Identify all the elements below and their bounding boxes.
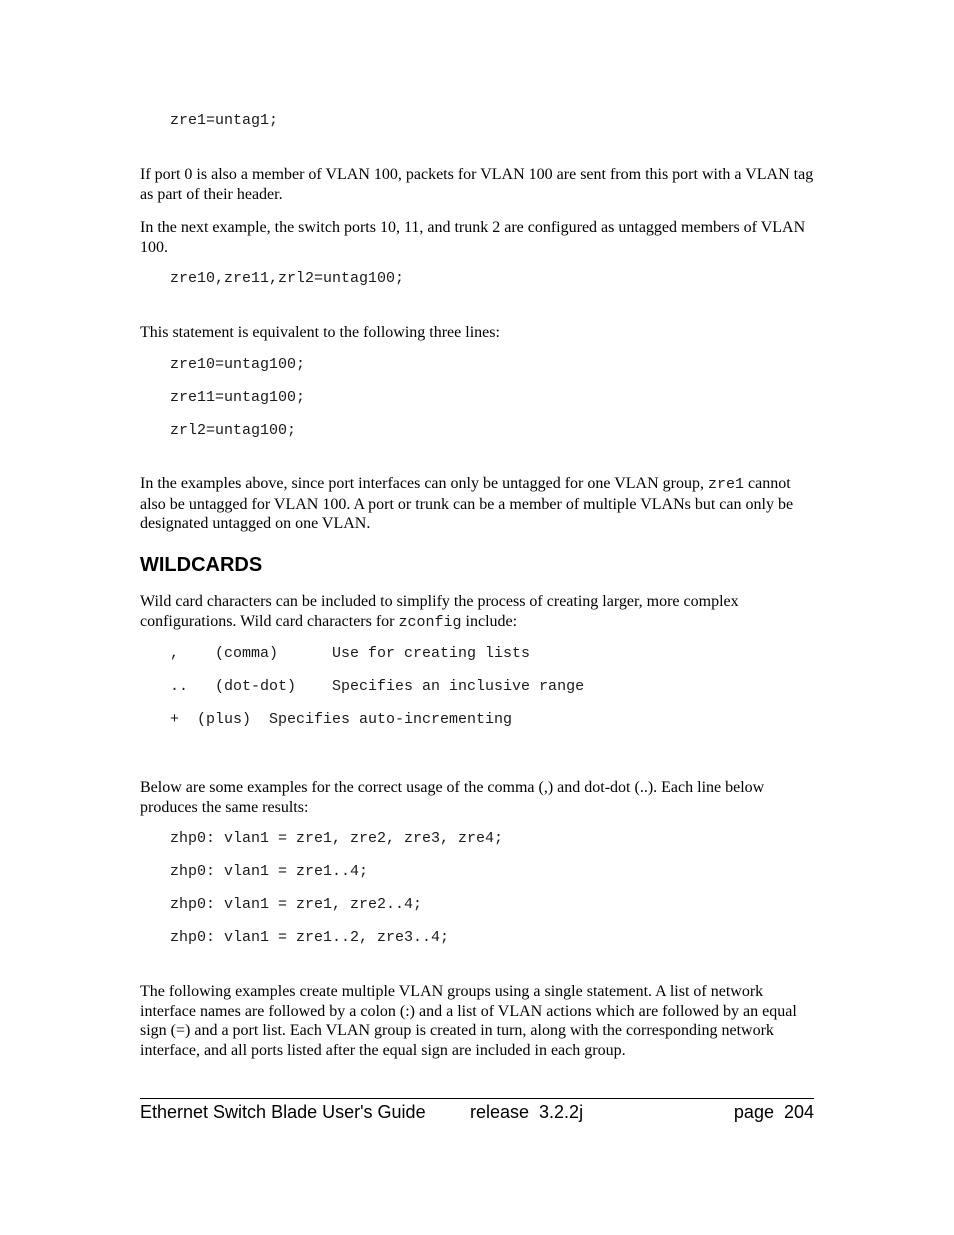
code-line: zre1=untag1; bbox=[170, 112, 279, 129]
paragraph-text: include: bbox=[461, 612, 518, 630]
paragraph: In the next example, the switch ports 10, 11, and trunk 2 are configured as untagged members of VLAN 100. bbox=[140, 219, 806, 256]
paragraph-text: In the examples above, since port interfaces can only be untagged for one VLAN group, bbox=[140, 475, 708, 492]
footer-release: release 3.2.2j bbox=[470, 1102, 584, 1122]
section-heading: WILDCARDS bbox=[140, 554, 263, 576]
footer-divider bbox=[140, 1098, 814, 1099]
paragraph bbox=[140, 592, 816, 632]
wildcard-line: , (comma) Use for creating lists bbox=[170, 645, 531, 662]
code-line: zrl2=untag100; bbox=[170, 422, 297, 439]
code-line: zre10,zre11,zrl2=untag100; bbox=[170, 270, 405, 287]
code-line: zhp0: vlan1 = zre1..4; bbox=[170, 863, 369, 880]
code-line: zhp0: vlan1 = zre1, zre2..4; bbox=[170, 896, 423, 913]
footer-title: Ethernet Switch Blade User's Guide bbox=[140, 1102, 426, 1122]
code-line: zre10=untag100; bbox=[170, 356, 306, 373]
inline-code: zre1 bbox=[707, 476, 744, 493]
wildcard-line: + (plus) Specifies auto-incrementing bbox=[170, 711, 513, 728]
inline-code: zconfig bbox=[398, 613, 462, 631]
footer-page-number: page 204 bbox=[733, 1102, 814, 1122]
paragraph: If port 0 is also a member of VLAN 100, packets for VLAN 100 are sent from this port with a VLAN tag as part of their header. bbox=[140, 166, 814, 203]
wildcard-line: .. (dot-dot) Specifies an inclusive range bbox=[170, 678, 585, 695]
paragraph-text: cannot also be untagged for VLAN 100. A port or trunk can be a member of multiple VLANs but can only be designated untagged on one VLAN. bbox=[140, 475, 794, 532]
paragraph bbox=[140, 474, 816, 534]
paragraph: The following examples create multiple VLAN groups using a single statement. A list of network interface names are followed by a colon (:) and a list of VLAN actions which are followed by an equal sign (=) and a port list. Each VLAN group is created in turn, along with the corresponding network interface, and all ports listed after the equal sign are included in each group. bbox=[140, 983, 797, 1059]
paragraph: This statement is equivalent to the following three lines: bbox=[140, 324, 500, 341]
code-line: zre11=untag100; bbox=[170, 389, 306, 406]
paragraph-text: Wild card characters can be included to simplify the process of creating larger, more complex configurations. Wild card characters for bbox=[140, 593, 739, 630]
code-line: zhp0: vlan1 = zre1, zre2, zre3, zre4; bbox=[170, 830, 504, 847]
paragraph: Below are some examples for the correct usage of the comma (,) and dot-dot (..). Each line below produces the same results: bbox=[140, 779, 765, 816]
code-line: zhp0: vlan1 = zre1..2, zre3..4; bbox=[170, 929, 450, 946]
